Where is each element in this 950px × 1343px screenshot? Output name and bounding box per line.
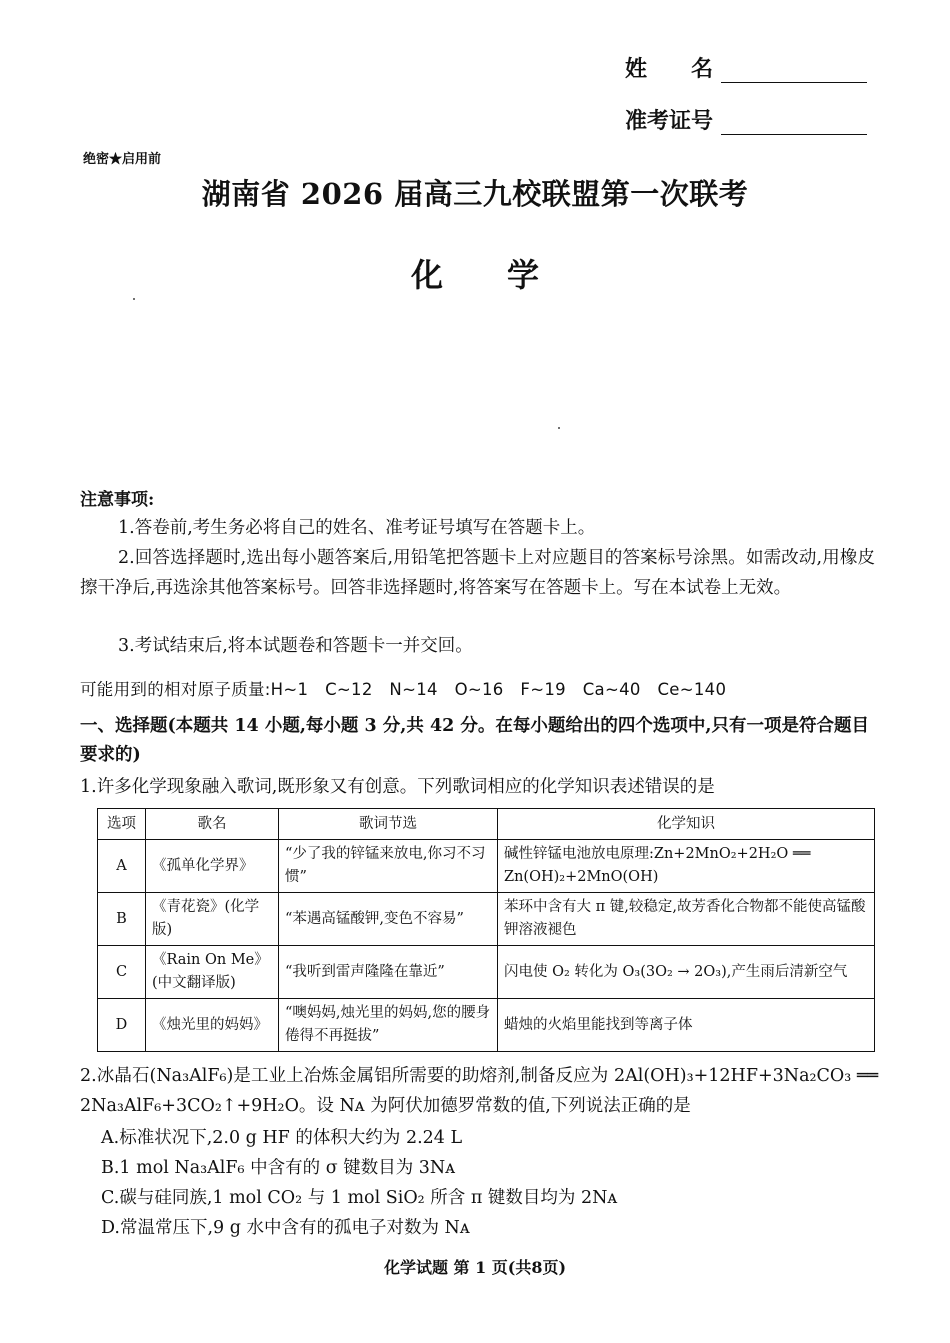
row-song: 《Rain On Me》(中文翻译版): [146, 946, 279, 999]
question-2-option-d: D.常温常压下,9 g 水中含有的孤电子对数为 Nᴀ: [101, 1218, 470, 1238]
table-row: [98, 999, 875, 1052]
scan-speck: [558, 427, 560, 429]
row-lyric: “噢妈妈,烛光里的妈妈,您的腰身倦得不再挺拔”: [279, 999, 498, 1052]
row-option: B: [98, 893, 146, 946]
table-row: [98, 840, 875, 893]
notes-heading: 注意事项:: [80, 490, 155, 510]
confidential-mark: 绝密★启用前: [83, 152, 162, 167]
header-option: 选项: [98, 809, 146, 840]
header-lyric: 歌词节选: [279, 809, 498, 840]
name-field-row: [625, 52, 867, 83]
row-lyric: “苯遇高锰酸钾,变色不容易”: [279, 893, 498, 946]
row-knowledge: 闪电使 O₂ 转化为 O₃(3O₂ → 2O₃),产生雨后清新空气: [498, 946, 875, 999]
section-heading: [80, 712, 875, 770]
question-1-table: [97, 808, 875, 1052]
exam-title: 湖南省 2026 届高三九校联盟第一次联考: [201, 177, 749, 211]
note-item: 2.回答选择题时,选出每小题答案后,用铅笔把答题卡上对应题目的答案标号涂黑。如需改动,用橡皮擦干净后,再选涂其他答案标号。回答非选择题时,将答案写在答题卡上。写在本试卷上无效。: [80, 548, 875, 598]
question-1-stem: 1.许多化学现象融入歌词,既形象又有创意。下列歌词相应的化学知识表述错误的是: [80, 777, 715, 797]
section-title: 一、选择题: [80, 716, 168, 736]
subject-title: 化学: [410, 256, 603, 294]
row-song: 《孤单化学界》: [146, 840, 279, 893]
exam-id-input-line[interactable]: [721, 110, 867, 135]
name-label: 姓 名: [625, 56, 714, 82]
row-lyric: “少了我的锌锰来放电,你习不习惯”: [279, 840, 498, 893]
note-item: 1.答卷前,考生务必将自己的姓名、准考证号填写在答题卡上。: [118, 518, 596, 538]
row-song: 《青花瓷》(化学版): [146, 893, 279, 946]
row-knowledge: 蜡烛的火焰里能找到等离子体: [498, 999, 875, 1052]
row-lyric: “我听到雷声隆隆在靠近”: [279, 946, 498, 999]
question-2-option-c: C.碳与硅同族,1 mol CO₂ 与 1 mol SiO₂ 所含 π 键数目均为 2Nᴀ: [101, 1188, 618, 1208]
header-knowledge: 化学知识: [498, 809, 875, 840]
table-row: [98, 893, 875, 946]
row-knowledge: 苯环中含有大 π 键,较稳定,故芳香化合物都不能使高锰酸钾溶液褪色: [498, 893, 875, 946]
row-knowledge: 碱性锌锰电池放电原理:Zn+2MnO₂+2H₂O ══ Zn(OH)₂+2MnO(OH): [498, 840, 875, 893]
exam-id-label: 准考证号: [625, 108, 714, 134]
atomic-masses: 可能用到的相对原子质量:H~1 C~12 N~14 O~16 F~19 Ca~40 Ce~140: [80, 680, 727, 699]
row-song: 《烛光里的妈妈》: [146, 999, 279, 1052]
question-2-option-a: A.标准状况下,2.0 g HF 的体积大约为 2.24 L: [101, 1128, 463, 1148]
table-row: [98, 946, 875, 999]
exam-id-field-row: [625, 104, 867, 135]
row-option: C: [98, 946, 146, 999]
header-song: 歌名: [146, 809, 279, 840]
table-header-row: [98, 809, 875, 840]
row-option: D: [98, 999, 146, 1052]
scan-speck: [133, 298, 135, 300]
section-instructions: (本题共 14 小题,每小题 3 分,共 42 分。在每小题给出的四个选项中,只有一项是符合题目要求的): [80, 716, 869, 765]
row-option: A: [98, 840, 146, 893]
question-2-option-b: B.1 mol Na₃AlF₆ 中含有的 σ 键数目为 3Nᴀ: [101, 1158, 456, 1178]
page-footer: 化学试题 第 1 页(共8页): [383, 1258, 567, 1277]
question-2-stem: 2.冰晶石(Na₃AlF₆)是工业上冶炼金属铝所需要的助熔剂,制备反应为 2Al(OH)₃+12HF+3Na₂CO₃ ══ 2Na₃AlF₆+3CO₂↑+9H₂O。设 Nᴀ 为阿伏加德罗常数的值,下列说法正确的是: [80, 1066, 878, 1116]
name-input-line[interactable]: [721, 58, 867, 83]
note-item: 3.考试结束后,将本试题卷和答题卡一并交回。: [118, 636, 473, 656]
